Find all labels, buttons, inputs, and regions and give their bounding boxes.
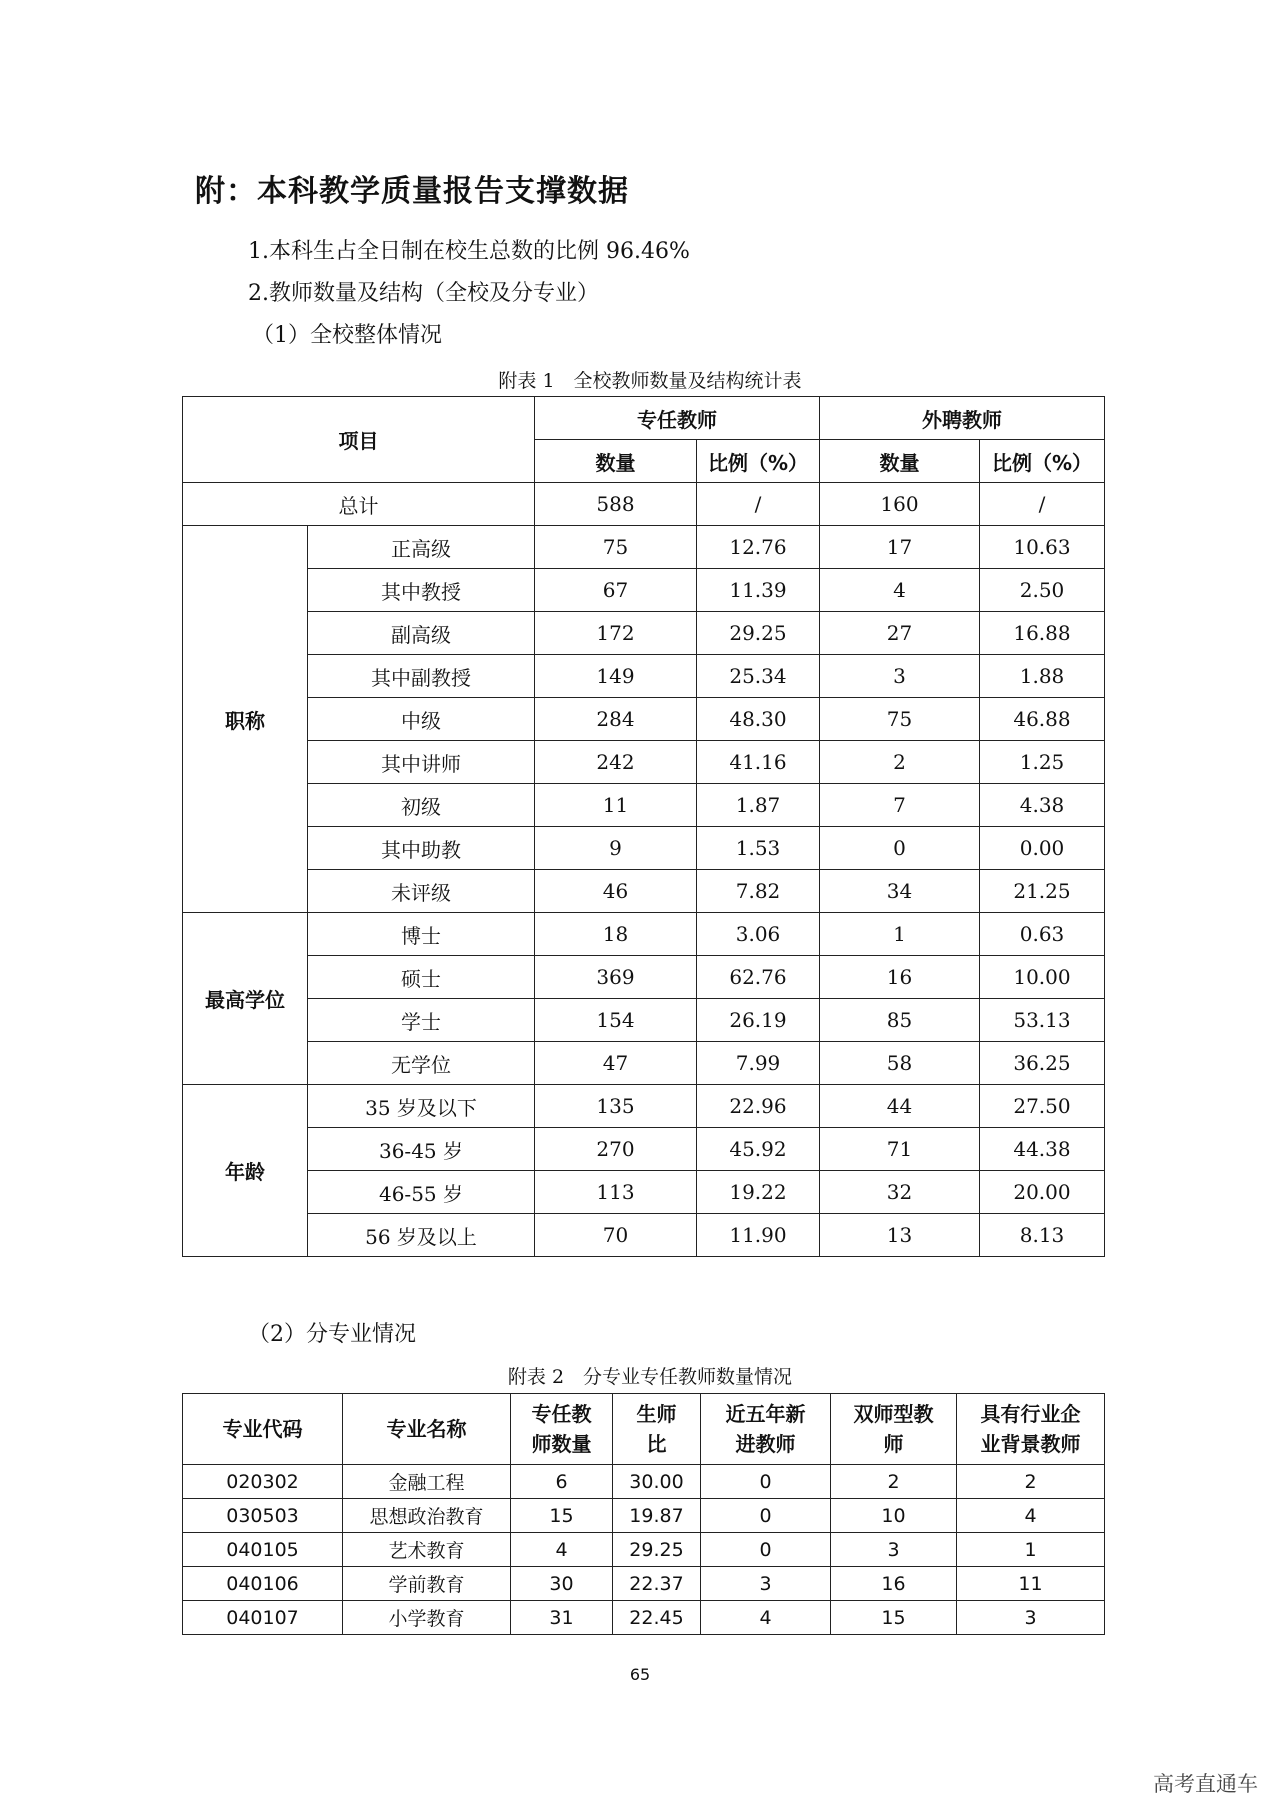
major-cell: 15	[831, 1601, 957, 1635]
total-label: 总计	[183, 483, 535, 526]
page-heading: 附：本科教学质量报告支撑数据	[195, 174, 629, 209]
ex-ratio: 0.63	[980, 913, 1105, 956]
major-header-cell: 专业代码	[183, 1394, 343, 1465]
total-ex-ratio: /	[980, 483, 1105, 526]
ft-count: 75	[535, 526, 697, 569]
major-cell: 0	[701, 1533, 831, 1567]
table-row	[183, 1042, 1105, 1085]
ex-ratio: 46.88	[980, 698, 1105, 741]
table-row	[183, 526, 1105, 569]
major-cell: 31	[511, 1601, 613, 1635]
table-row	[183, 612, 1105, 655]
major-cell: 4	[511, 1533, 613, 1567]
major-cell: 思想政治教育	[343, 1499, 511, 1533]
major-teacher-table	[182, 1393, 1105, 1635]
table-row-total	[183, 483, 1105, 526]
major-header-cell: 生师 比	[613, 1394, 701, 1465]
row-label: 35 岁及以下	[308, 1085, 535, 1128]
major-cell: 3	[831, 1533, 957, 1567]
row-label: 无学位	[308, 1042, 535, 1085]
ft-ratio: 11.39	[697, 569, 820, 612]
row-label: 36-45 岁	[308, 1128, 535, 1171]
major-cell: 6	[511, 1465, 613, 1499]
row-label: 46-55 岁	[308, 1171, 535, 1214]
major-cell: 3	[957, 1601, 1105, 1635]
major-header-cell: 近五年新 进教师	[701, 1394, 831, 1465]
ex-ratio: 21.25	[980, 870, 1105, 913]
major-cell: 30.00	[613, 1465, 701, 1499]
table-row	[183, 870, 1105, 913]
header-ex-ratio: 比例（%）	[980, 440, 1105, 483]
major-header-cell: 专任教 师数量	[511, 1394, 613, 1465]
header-ft-count: 数量	[535, 440, 697, 483]
table-header-row	[183, 1394, 1105, 1465]
ft-count: 47	[535, 1042, 697, 1085]
ft-count: 369	[535, 956, 697, 999]
major-cell: 19.87	[613, 1499, 701, 1533]
page-number: 65	[629, 1665, 651, 1684]
table-row	[183, 1171, 1105, 1214]
ex-count: 1	[820, 913, 980, 956]
ft-count: 172	[535, 612, 697, 655]
ft-count: 11	[535, 784, 697, 827]
ft-count: 67	[535, 569, 697, 612]
ft-ratio: 45.92	[697, 1128, 820, 1171]
header-item: 项目	[183, 397, 535, 483]
ex-count: 71	[820, 1128, 980, 1171]
ex-count: 13	[820, 1214, 980, 1257]
ex-count: 75	[820, 698, 980, 741]
table-row	[183, 1085, 1105, 1128]
ex-ratio: 4.38	[980, 784, 1105, 827]
watermark-text: 高考直通车	[1153, 1772, 1258, 1796]
ft-ratio: 1.53	[697, 827, 820, 870]
ex-count: 32	[820, 1171, 980, 1214]
row-label: 其中助教	[308, 827, 535, 870]
ex-ratio: 20.00	[980, 1171, 1105, 1214]
row-label: 其中教授	[308, 569, 535, 612]
table-row	[183, 698, 1105, 741]
major-cell: 2	[831, 1465, 957, 1499]
row-label: 未评级	[308, 870, 535, 913]
table-row	[183, 655, 1105, 698]
major-cell: 4	[957, 1499, 1105, 1533]
table-row	[183, 1567, 1105, 1601]
table-row	[183, 741, 1105, 784]
row-label: 学士	[308, 999, 535, 1042]
row-label: 其中讲师	[308, 741, 535, 784]
ft-ratio: 48.30	[697, 698, 820, 741]
table-row	[183, 827, 1105, 870]
ft-count: 135	[535, 1085, 697, 1128]
table-row	[183, 999, 1105, 1042]
table-row	[183, 1128, 1105, 1171]
category-cell: 年龄	[183, 1085, 308, 1257]
major-cell: 22.45	[613, 1601, 701, 1635]
row-label: 正高级	[308, 526, 535, 569]
row-label: 副高级	[308, 612, 535, 655]
ex-count: 7	[820, 784, 980, 827]
major-cell: 金融工程	[343, 1465, 511, 1499]
major-cell: 040107	[183, 1601, 343, 1635]
ft-count: 270	[535, 1128, 697, 1171]
ft-ratio: 41.16	[697, 741, 820, 784]
major-cell: 艺术教育	[343, 1533, 511, 1567]
major-cell: 2	[957, 1465, 1105, 1499]
paragraph-school-overall: （1）全校整体情况	[252, 323, 442, 348]
major-cell: 030503	[183, 1499, 343, 1533]
ft-ratio: 29.25	[697, 612, 820, 655]
ex-count: 27	[820, 612, 980, 655]
header-external: 外聘教师	[820, 397, 1105, 440]
major-cell: 11	[957, 1567, 1105, 1601]
ft-ratio: 19.22	[697, 1171, 820, 1214]
ex-ratio: 10.00	[980, 956, 1105, 999]
ex-ratio: 27.50	[980, 1085, 1105, 1128]
ex-ratio: 8.13	[980, 1214, 1105, 1257]
row-label: 其中副教授	[308, 655, 535, 698]
table1-caption: 附表 1 全校教师数量及结构统计表	[498, 370, 802, 392]
paragraph-undergrad-ratio: 1.本科生占全日制在校生总数的比例 96.46%	[248, 239, 690, 264]
ex-ratio: 53.13	[980, 999, 1105, 1042]
major-cell: 30	[511, 1567, 613, 1601]
row-label: 初级	[308, 784, 535, 827]
total-ft-ratio: /	[697, 483, 820, 526]
ft-ratio: 7.99	[697, 1042, 820, 1085]
ex-count: 16	[820, 956, 980, 999]
row-label: 中级	[308, 698, 535, 741]
ex-count: 58	[820, 1042, 980, 1085]
header-fulltime: 专任教师	[535, 397, 820, 440]
ex-ratio: 44.38	[980, 1128, 1105, 1171]
major-cell: 040105	[183, 1533, 343, 1567]
paragraph-teacher-structure: 2.教师数量及结构（全校及分专业）	[248, 281, 599, 306]
major-cell: 040106	[183, 1567, 343, 1601]
ex-count: 17	[820, 526, 980, 569]
ex-count: 3	[820, 655, 980, 698]
ex-ratio: 36.25	[980, 1042, 1105, 1085]
table-row	[183, 784, 1105, 827]
ex-count: 2	[820, 741, 980, 784]
ft-count: 46	[535, 870, 697, 913]
ex-count: 85	[820, 999, 980, 1042]
ft-count: 18	[535, 913, 697, 956]
major-cell: 29.25	[613, 1533, 701, 1567]
ft-ratio: 26.19	[697, 999, 820, 1042]
ft-count: 113	[535, 1171, 697, 1214]
table-row	[183, 1533, 1105, 1567]
row-label: 56 岁及以上	[308, 1214, 535, 1257]
ft-ratio: 11.90	[697, 1214, 820, 1257]
teacher-structure-table	[182, 396, 1105, 1257]
ft-ratio: 22.96	[697, 1085, 820, 1128]
major-cell: 1	[957, 1533, 1105, 1567]
ft-count: 154	[535, 999, 697, 1042]
paragraph-by-major: （2）分专业情况	[248, 1322, 416, 1347]
major-cell: 22.37	[613, 1567, 701, 1601]
major-cell: 10	[831, 1499, 957, 1533]
ex-count: 0	[820, 827, 980, 870]
ft-count: 70	[535, 1214, 697, 1257]
table-row	[183, 1601, 1105, 1635]
major-cell: 3	[701, 1567, 831, 1601]
major-cell: 15	[511, 1499, 613, 1533]
table-header-row	[183, 397, 1105, 440]
ft-count: 284	[535, 698, 697, 741]
ex-count: 34	[820, 870, 980, 913]
table2-caption: 附表 2 分专业专任教师数量情况	[507, 1366, 793, 1388]
header-ft-ratio: 比例（%）	[697, 440, 820, 483]
total-ex-count: 160	[820, 483, 980, 526]
table-row	[183, 1499, 1105, 1533]
major-header-cell: 专业名称	[343, 1394, 511, 1465]
major-cell: 4	[701, 1601, 831, 1635]
table-row	[183, 913, 1105, 956]
table-row	[183, 569, 1105, 612]
category-cell: 最高学位	[183, 913, 308, 1085]
ex-count: 4	[820, 569, 980, 612]
major-cell: 小学教育	[343, 1601, 511, 1635]
table-row	[183, 956, 1105, 999]
ft-count: 149	[535, 655, 697, 698]
ex-ratio: 0.00	[980, 827, 1105, 870]
major-cell: 0	[701, 1499, 831, 1533]
total-ft-count: 588	[535, 483, 697, 526]
ft-ratio: 25.34	[697, 655, 820, 698]
ex-ratio: 2.50	[980, 569, 1105, 612]
ft-count: 9	[535, 827, 697, 870]
ft-count: 242	[535, 741, 697, 784]
ex-ratio: 10.63	[980, 526, 1105, 569]
ft-ratio: 3.06	[697, 913, 820, 956]
ex-count: 44	[820, 1085, 980, 1128]
major-cell: 学前教育	[343, 1567, 511, 1601]
major-cell: 16	[831, 1567, 957, 1601]
ex-ratio: 1.88	[980, 655, 1105, 698]
row-label: 硕士	[308, 956, 535, 999]
major-cell: 0	[701, 1465, 831, 1499]
ft-ratio: 7.82	[697, 870, 820, 913]
ft-ratio: 62.76	[697, 956, 820, 999]
category-cell: 职称	[183, 526, 308, 913]
table-row	[183, 1214, 1105, 1257]
ex-ratio: 1.25	[980, 741, 1105, 784]
header-ex-count: 数量	[820, 440, 980, 483]
ft-ratio: 12.76	[697, 526, 820, 569]
table-row	[183, 1465, 1105, 1499]
ex-ratio: 16.88	[980, 612, 1105, 655]
major-header-cell: 双师型教 师	[831, 1394, 957, 1465]
ft-ratio: 1.87	[697, 784, 820, 827]
row-label: 博士	[308, 913, 535, 956]
major-cell: 020302	[183, 1465, 343, 1499]
major-header-cell: 具有行业企 业背景教师	[957, 1394, 1105, 1465]
